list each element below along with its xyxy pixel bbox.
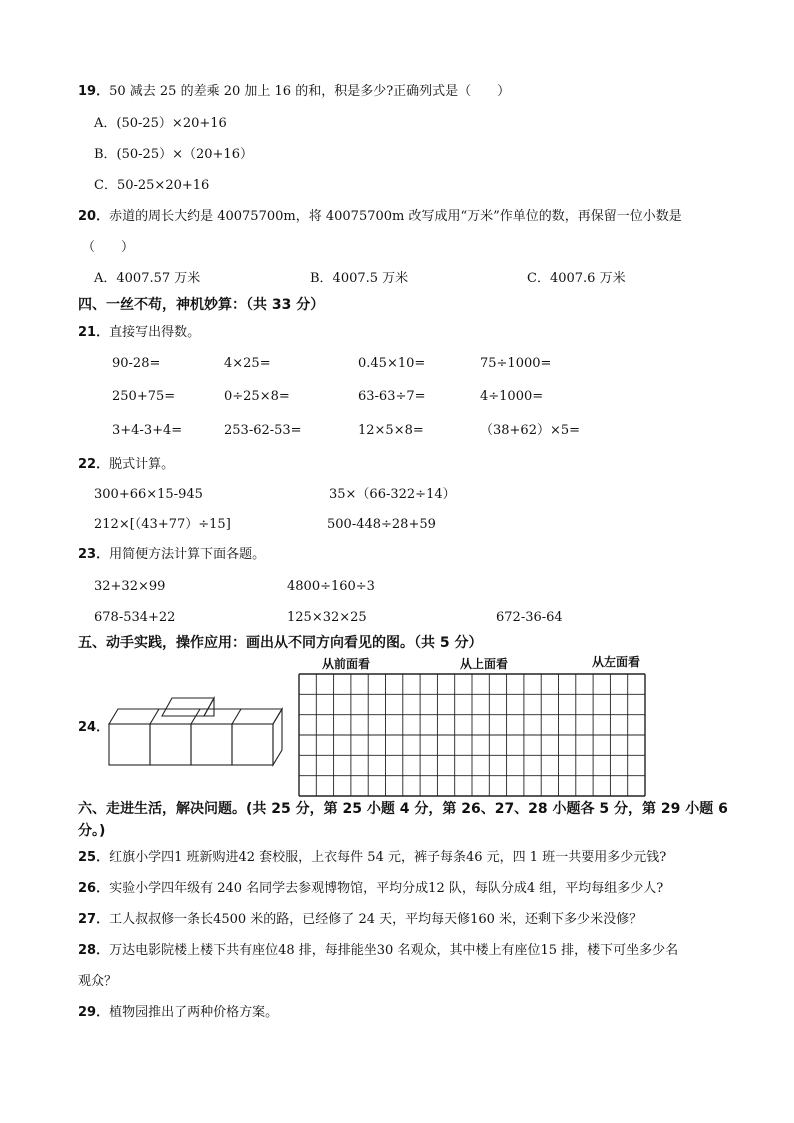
- question-number: 25．: [78, 850, 110, 865]
- cube-front-face: [232, 724, 273, 765]
- question-28-cont: 观众？: [78, 974, 118, 989]
- top-cube-top-face: [162, 698, 214, 716]
- view-label-left: 从左面看: [592, 655, 641, 669]
- question-number: 21．: [78, 325, 110, 340]
- option-a: A．4007.57 万米: [94, 271, 201, 286]
- question-number: 20．: [78, 209, 110, 224]
- view-label-front: 从前面看: [322, 657, 371, 671]
- view-label-top: 从上面看: [460, 657, 509, 671]
- oral-calc-item: 3+4-3+4=: [112, 423, 183, 438]
- simple-calc-item: 678-534+22: [94, 610, 176, 625]
- option-c: C．50-25×20+16: [94, 178, 210, 193]
- question-text: 工人叔叔修一条长4500 米的路，已经修了 24 天，平均每天修160 米，还剩下多少米没修？: [109, 912, 643, 927]
- cube-front-face: [191, 724, 232, 765]
- question-text: 用简便方法计算下面各题。: [109, 547, 266, 562]
- cube-figure: [100, 690, 300, 770]
- question-text: 赤道的周长大约是 40075700m，将 40075700m 改写成用“万米”作单位的数，再保留一位小数是: [109, 209, 682, 224]
- section-6-title: 六、走进生活，解决问题。(共 25 分，第 25 小题 4 分，第 26、27、28 小题各 5 分，第 29 小题 6: [78, 801, 728, 817]
- question-number: 29．: [78, 1005, 110, 1020]
- question-number: 19．: [78, 84, 110, 99]
- question-25: [78, 851, 666, 864]
- question-number: 27．: [78, 912, 110, 927]
- option-a: A．(50-25）×20+16: [94, 116, 227, 131]
- question-23: [78, 548, 265, 561]
- oral-calc-item: 75÷1000=: [480, 356, 552, 371]
- drawing-grid[interactable]: [298, 673, 646, 797]
- oral-calc-item: （38+62）×5=: [480, 423, 581, 438]
- oral-calc-item: 90-28=: [112, 356, 161, 371]
- simple-calc-item: 32+32×99: [94, 579, 166, 594]
- question-number: 22．: [78, 457, 110, 472]
- question-text: 植物园推出了两种价格方案。: [109, 1005, 279, 1020]
- oral-calc-item: 0.45×10=: [358, 356, 426, 371]
- simple-calc-item: 4800÷160÷3: [287, 579, 375, 594]
- oral-calc-item: 0÷25×8=: [224, 389, 290, 404]
- simple-calc-item: 125×32×25: [287, 610, 367, 625]
- oral-calc-item: 250+75=: [112, 389, 176, 404]
- step-calc-item: 35×（66-322÷14）: [329, 487, 456, 502]
- option-b: B．(50-25）×（20+16）: [94, 147, 253, 162]
- section-6-title-cont: 分。): [78, 823, 106, 839]
- oral-calc-item: 253-62-53=: [224, 423, 302, 438]
- question-28: [78, 944, 678, 957]
- question-number: 28．: [78, 943, 110, 958]
- option-c: C．4007.6 万米: [527, 271, 626, 286]
- section-4-title: 四、一丝不苟，神机妙算：（共 33 分）: [78, 297, 325, 313]
- question-text: 直接写出得数。: [109, 325, 201, 340]
- question-22: [78, 458, 174, 471]
- simple-calc-item: 672-36-64: [496, 610, 563, 625]
- question-text: 50 减去 25 的差乘 20 加上 16 的和，积是多少?正确列式是（ ）: [109, 84, 511, 99]
- question-29: [78, 1006, 278, 1019]
- cube-side-face: [273, 709, 282, 765]
- step-calc-item: 500-448÷28+59: [327, 517, 436, 532]
- question-19: [78, 85, 510, 98]
- section-5-title: 五、动手实践，操作应用：画出从不同方向看见的图。（共 5 分）: [78, 635, 483, 651]
- oral-calc-item: 63-63÷7=: [358, 389, 426, 404]
- question-20: [78, 210, 682, 223]
- oral-calc-item: 12×5×8=: [358, 423, 424, 438]
- question-number: 26．: [78, 881, 110, 896]
- question-number: 24．: [78, 720, 110, 735]
- question-text: 万达电影院楼上楼下共有座位48 排，每排能坐30 名观众，其中楼上有座位15 排，楼下可坐多少名: [109, 943, 679, 958]
- question-21: [78, 326, 200, 339]
- question-text: 红旗小学四1 班新购进42 套校服，上衣每件 54 元，裤子每条46 元，四 1 班一共要用多少元钱?: [109, 850, 667, 865]
- oral-calc-item: 4×25=: [224, 356, 271, 371]
- answer-blank: （ ）: [82, 240, 135, 255]
- question-number: 23．: [78, 547, 110, 562]
- oral-calc-item: 4÷1000=: [480, 389, 544, 404]
- step-calc-item: 300+66×15-945: [94, 487, 203, 502]
- question-26: [78, 882, 663, 895]
- cube-front-face: [109, 724, 150, 765]
- question-27: [78, 913, 642, 926]
- question-text: 实验小学四年级有 240 名同学去参观博物馆，平均分成12 队，每队分成4 组，平均每组多少人?: [109, 881, 664, 896]
- step-calc-item: 212×[（43+77）÷15]: [94, 517, 231, 532]
- option-b: B．4007.5 万米: [310, 271, 409, 286]
- cube-front-face: [150, 724, 191, 765]
- question-text: 脱式计算。: [109, 457, 175, 472]
- top-cube-side-face: [204, 698, 214, 716]
